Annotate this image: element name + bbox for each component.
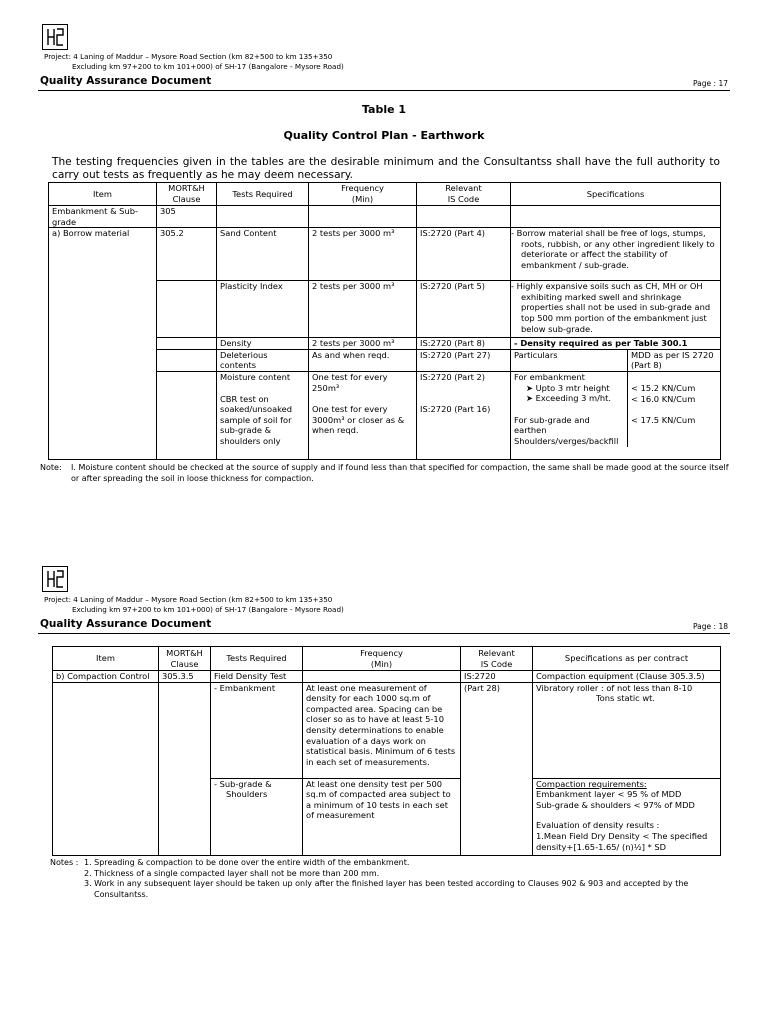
col-tests: Tests Required bbox=[217, 183, 309, 206]
test-cell: Density bbox=[217, 338, 309, 350]
project-line-1: Project: 4 Laning of Maddur – Mysore Road Section (km 82+500 to km 135+350 bbox=[44, 52, 333, 61]
table-notes: Notes : 1. Spreading & compaction to be done over the entire width of the embankment. 2. Thickness of a single compacted layer shall not be more than 200 mm. 3. Work in any subsequent layer should be taken up only after the finished layer has been tested according to Clauses 902 & 903 and accepted by the Consultantss. bbox=[50, 858, 730, 900]
col-frequency: Frequency (Min) bbox=[309, 183, 417, 206]
clause-cell: 305 bbox=[157, 206, 217, 228]
item-cell: a) Borrow material bbox=[49, 228, 157, 460]
note-item: 1. Spreading & compaction to be done over the entire width of the embankment. bbox=[84, 858, 410, 867]
spec-cell: For embankment ➤ Upto 3 mtr height ➤ Exceeding 3 m/ht. For sub-grade and earthen Shoulders/verges/backfill < 15.2 KN/Cum < 16.0 KN/Cum < 17.5 KN/Cum bbox=[511, 371, 721, 459]
project-header bbox=[44, 595, 344, 615]
frequency-cell: 2 tests per 3000 m³ bbox=[309, 281, 417, 338]
header-rule bbox=[38, 90, 730, 91]
frequency-cell: As and when reqd. bbox=[309, 349, 417, 371]
col-specs: Specifications bbox=[511, 183, 721, 206]
header-rule bbox=[38, 633, 730, 634]
test-cell: - Sub-grade & Shoulders bbox=[211, 778, 303, 855]
clause-cell: 305.3.5 bbox=[159, 671, 211, 683]
spec-cell bbox=[511, 349, 721, 371]
test-cell: Sand Content bbox=[217, 228, 309, 281]
table-header-row bbox=[49, 183, 721, 206]
table-row bbox=[49, 206, 721, 228]
spec-cell: - Borrow material shall be free of logs, stumps, roots, rubbish, or any other ingredient likely to deteriorate or affect the stability of embankment / sub-grade. bbox=[511, 228, 721, 281]
note-item: 3. Work in any subsequent layer should be taken up only after the finished layer has been tested according to Clauses 902 & 903 and accepted by the Consultantss. bbox=[84, 879, 689, 899]
spec-cell: Compaction equipment (Clause 305.3.5) bbox=[533, 671, 721, 683]
page-number: Page : 17 bbox=[693, 79, 728, 88]
table-header-row bbox=[53, 647, 721, 671]
col-specs: Specifications as per contract bbox=[533, 647, 721, 671]
item-cell: b) Compaction Control bbox=[53, 671, 159, 683]
note-item: 2. Thickness of a single compacted layer shall not be more than 200 mm. bbox=[84, 868, 380, 878]
col-is-code: Relevant IS Code bbox=[417, 183, 511, 206]
is-code-cell: IS:2720 (Part 5) bbox=[417, 281, 511, 338]
project-line-1: Project: 4 Laning of Maddur – Mysore Road Section (km 82+500 to km 135+350 bbox=[44, 595, 333, 604]
col-tests: Tests Required bbox=[211, 647, 303, 671]
spec-cell: Compaction requirements: Embankment layer < 95 % of MDD Sub-grade & shoulders < 97% of MDD Evaluation of density results : 1.Mean Field Dry Density < The specified density+[1.65-1.65/ (n)½] * SD bbox=[533, 778, 721, 855]
col-item: Item bbox=[53, 647, 159, 671]
col-item: Item bbox=[49, 183, 157, 206]
table-row bbox=[49, 228, 721, 281]
frequency-cell: At least one measurement of density for each 1000 sq.m of compacted area. Spacing can be closer so as to have at least 5-10 density determinations to enable evaluation of a days work on statistical basis. Minimum of 6 tests in each set of measurements. bbox=[303, 682, 461, 778]
table-note: Note: I. Moisture content should be checked at the source of supply and if found less than that specified for compaction, the same shall be made good at the source itself or after spreading the soil in loose thickness for compaction. bbox=[40, 463, 729, 483]
is-code-cell: IS:2720 (Part 8) bbox=[417, 338, 511, 350]
col-frequency: Frequency (Min) bbox=[303, 647, 461, 671]
company-logo-icon bbox=[42, 566, 68, 592]
is-code-cell: IS:2720 (Part 4) bbox=[417, 228, 511, 281]
project-header bbox=[44, 52, 344, 72]
frequency-cell: 2 tests per 3000 m³ bbox=[309, 338, 417, 350]
project-line-2: Excluding km 97+200 to km 101+000) of SH-17 (Bangalore - Mysore Road) bbox=[72, 605, 344, 614]
earthwork-table bbox=[48, 182, 721, 460]
col-is-code: Relevant IS Code bbox=[461, 647, 533, 671]
is-code-cell: (Part 28) bbox=[461, 682, 533, 855]
col-clause: MORT&H Clause bbox=[159, 647, 211, 671]
spec-cell: - Density required as per Table 300.1 bbox=[511, 338, 721, 350]
frequency-cell: 2 tests per 3000 m³ bbox=[309, 228, 417, 281]
test-cell: Plasticity Index bbox=[217, 281, 309, 338]
table-row bbox=[53, 671, 721, 683]
test-cell: Moisture content CBR test on soaked/unsoaked sample of soil for sub-grade & shoulders only bbox=[217, 371, 309, 459]
test-cell: Field Density Test bbox=[211, 671, 303, 683]
test-cell: - Embankment bbox=[211, 682, 303, 778]
table-title: Quality Control Plan - Earthwork bbox=[283, 129, 485, 142]
is-code-cell: IS:2720 (Part 27) bbox=[417, 349, 511, 371]
intro-paragraph: The testing frequencies given in the tables are the desirable minimum and the Consultantss shall have the full authority to carry out tests as frequently as he may deem necessary. bbox=[52, 156, 720, 181]
particulars-label: Particulars bbox=[511, 350, 628, 371]
test-cell: Deleterious contents bbox=[217, 349, 309, 371]
table-row bbox=[53, 682, 721, 778]
page-number: Page : 18 bbox=[693, 622, 728, 631]
item-cell: Embankment & Sub-grade bbox=[49, 206, 157, 228]
is-code-cell: IS:2720 bbox=[461, 671, 533, 683]
frequency-cell: One test for every 250m³ One test for every 3000m³ or closer as & when reqd. bbox=[309, 371, 417, 459]
table-number: Table 1 bbox=[361, 103, 407, 116]
clause-cell: 305.2 bbox=[157, 228, 217, 281]
col-clause: MORT&H Clause bbox=[157, 183, 217, 206]
mdd-label: MDD as per IS 2720 (Part 8) bbox=[631, 349, 714, 371]
frequency-cell: At least one density test per 500 sq.m of compacted area subject to a minimum of 10 tests in each set of measurement bbox=[303, 778, 461, 855]
project-line-2: Excluding km 97+200 to km 101+000) of SH-17 (Bangalore - Mysore Road) bbox=[72, 62, 344, 71]
spec-cell: Vibratory roller : of not less than 8-10 Tons static wt. bbox=[533, 682, 721, 778]
doc-title: Quality Assurance Document bbox=[40, 618, 212, 630]
company-logo-icon bbox=[42, 24, 68, 50]
spec-cell: - Highly expansive soils such as CH, MH or OH exhibiting marked swell and shrinkage properties shall not be used in sub-grade and top 500 mm portion of the embankment just below sub-grade. bbox=[511, 281, 721, 338]
compaction-table bbox=[52, 646, 721, 856]
doc-title: Quality Assurance Document bbox=[40, 75, 212, 87]
is-code-cell: IS:2720 (Part 2) IS:2720 (Part 16) bbox=[417, 371, 511, 459]
